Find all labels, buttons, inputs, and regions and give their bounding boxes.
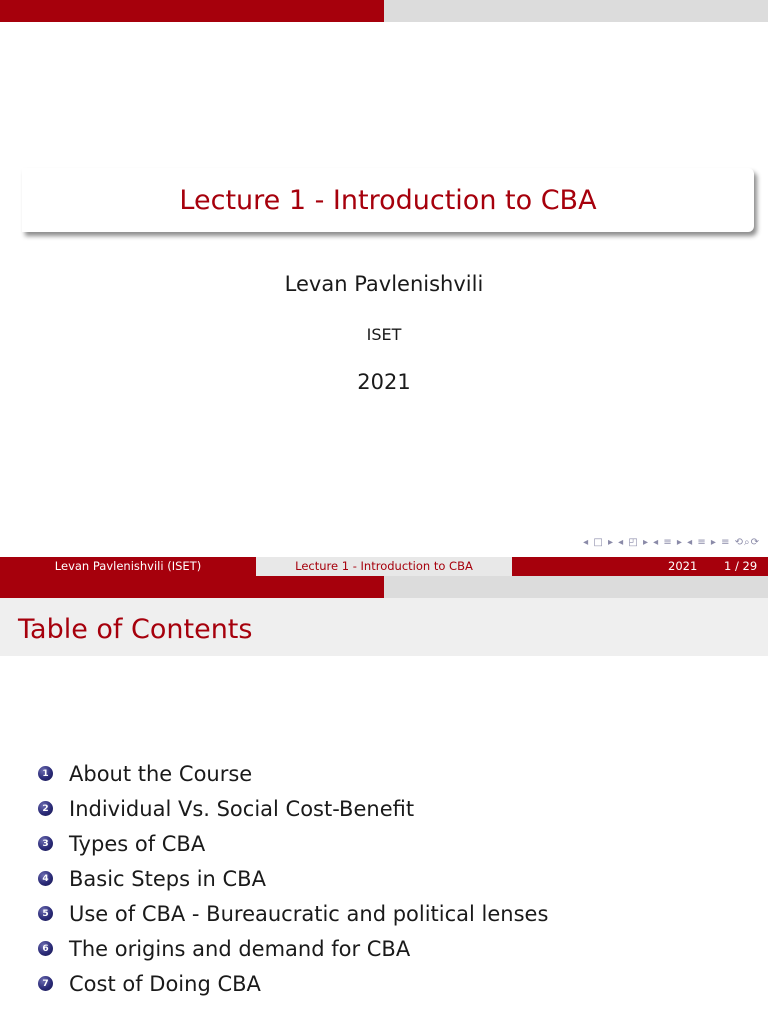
toc-item[interactable] <box>38 826 548 861</box>
header-bar <box>0 0 768 22</box>
toc-item[interactable] <box>38 931 548 966</box>
toc-item-label: Individual Vs. Social Cost-Benefit <box>69 796 415 821</box>
footline <box>0 557 768 576</box>
header-bar-grey <box>384 0 768 22</box>
footer-title-box <box>256 557 512 576</box>
toc-list <box>38 756 548 1001</box>
footer-author: Levan Pavlenishvili (ISET) <box>54 559 202 573</box>
header-bar-red <box>0 0 384 22</box>
toc-item[interactable] <box>38 756 548 791</box>
number-bullet-icon: 6 <box>38 941 53 956</box>
footer-date: 2021 <box>668 559 698 573</box>
beamer-navigation-icons[interactable]: ◂ □ ▸ ◂ ◰ ▸ ◂ ≡ ▸ ◂ ≡ ▸ ≡ ⟲⌕⟳ <box>583 537 760 548</box>
toc-item-label: About the Course <box>69 761 253 786</box>
footer-date-page-box <box>512 557 768 576</box>
presentation-title: Lecture 1 - Introduction to CBA <box>179 184 597 216</box>
toc-item-label: Types of CBA <box>69 831 206 856</box>
toc-item-label: The origins and demand for CBA <box>69 936 411 961</box>
number-bullet-icon: 5 <box>38 906 53 921</box>
title-box <box>22 168 754 232</box>
header-bar-red <box>0 576 384 598</box>
footer-title: Lecture 1 - Introduction to CBA <box>295 559 473 573</box>
footer-page-number: 1 / 29 <box>724 559 758 573</box>
number-bullet-icon: 7 <box>38 976 53 991</box>
header-bar-grey <box>384 576 768 598</box>
toc-title: Table of Contents <box>18 614 253 645</box>
institute-name: ISET <box>366 325 402 344</box>
header-bar <box>0 576 768 598</box>
number-bullet-icon: 1 <box>38 766 53 781</box>
toc-item-label: Basic Steps in CBA <box>69 866 266 891</box>
toc-item[interactable] <box>38 966 548 1001</box>
author-name: Levan Pavlenishvili <box>284 272 484 296</box>
number-bullet-icon: 4 <box>38 871 53 886</box>
toc-slide <box>0 576 768 1024</box>
toc-item[interactable] <box>38 861 548 896</box>
toc-item-label: Use of CBA - Bureaucratic and political lenses <box>69 901 549 926</box>
footer-author-box <box>0 557 256 576</box>
number-bullet-icon: 3 <box>38 836 53 851</box>
presentation-date: 2021 <box>357 370 411 394</box>
toc-item[interactable] <box>38 896 548 931</box>
toc-item[interactable] <box>38 791 548 826</box>
toc-item-label: Cost of Doing CBA <box>69 971 261 996</box>
number-bullet-icon: 2 <box>38 801 53 816</box>
